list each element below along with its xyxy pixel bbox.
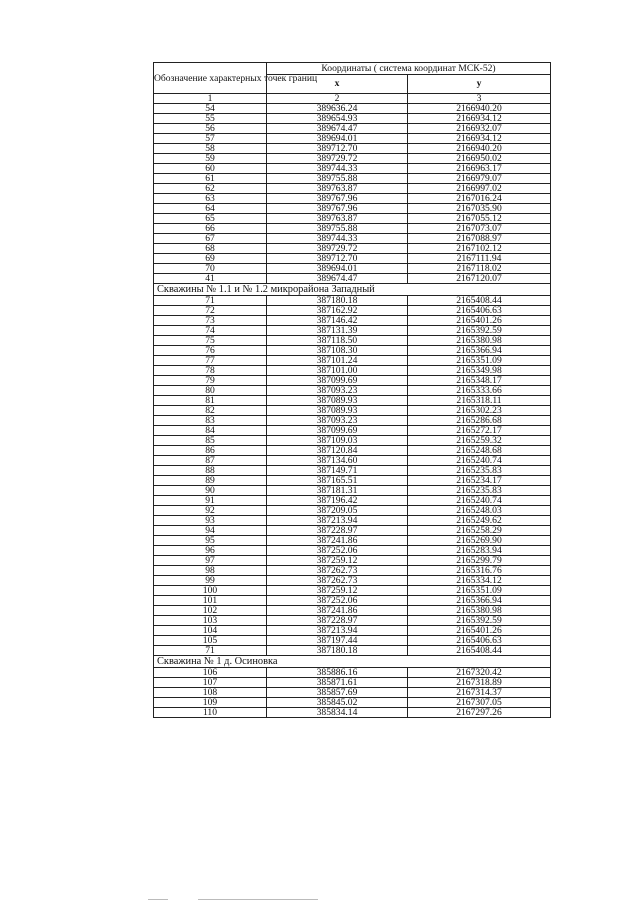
cell-point-number: 95 [154, 536, 267, 546]
table-row [154, 526, 551, 536]
table-row [154, 164, 551, 174]
cell-x: 389636.24 [267, 104, 408, 114]
section-title-row [154, 284, 551, 296]
cell-y: 2166940.20 [408, 104, 551, 114]
cell-x: 387197.44 [267, 636, 408, 646]
table-row [154, 356, 551, 366]
table-row [154, 386, 551, 396]
table-row [154, 406, 551, 416]
cell-y: 2167055.12 [408, 214, 551, 224]
cell-x: 389712.70 [267, 144, 408, 154]
cell-point-number: 89 [154, 476, 267, 486]
cell-y: 2167320.42 [408, 668, 551, 678]
cell-point-number: 71 [154, 646, 267, 656]
cell-point-number: 99 [154, 576, 267, 586]
cell-y: 2167120.07 [408, 274, 551, 284]
cell-x: 387241.86 [267, 606, 408, 616]
header-num-2: 2 [267, 94, 408, 104]
table-row [154, 416, 551, 426]
table-row [154, 486, 551, 496]
cell-y: 2165408.44 [408, 646, 551, 656]
table-row [154, 154, 551, 164]
cell-y: 2165408.44 [408, 296, 551, 306]
cell-y: 2167035.90 [408, 204, 551, 214]
table-row [154, 496, 551, 506]
cell-point-number: 102 [154, 606, 267, 616]
cell-x: 389712.70 [267, 254, 408, 264]
cell-y: 2165349.98 [408, 366, 551, 376]
cell-y: 2165392.59 [408, 616, 551, 626]
table-row [154, 636, 551, 646]
cell-point-number: 83 [154, 416, 267, 426]
table-row [154, 396, 551, 406]
cell-x: 387209.05 [267, 506, 408, 516]
cell-point-number: 69 [154, 254, 267, 264]
coordinates-table-sheet [153, 62, 550, 718]
cell-point-number: 97 [154, 556, 267, 566]
cell-x: 387180.18 [267, 646, 408, 656]
cell-point-number: 70 [154, 264, 267, 274]
cell-point-number: 54 [154, 104, 267, 114]
cell-y: 2166932.07 [408, 124, 551, 134]
cell-y: 2165283.94 [408, 546, 551, 556]
header-x: x [267, 75, 408, 94]
table-row [154, 668, 551, 678]
cell-point-number: 79 [154, 376, 267, 386]
table-row [154, 708, 551, 718]
cell-point-number: 105 [154, 636, 267, 646]
table-row [154, 516, 551, 526]
cell-y: 2165380.98 [408, 606, 551, 616]
cell-x: 387259.12 [267, 586, 408, 596]
table-row [154, 234, 551, 244]
cell-y: 2166940.20 [408, 144, 551, 154]
table-row [154, 546, 551, 556]
cell-point-number: 66 [154, 224, 267, 234]
table-row [154, 336, 551, 346]
cell-point-number: 82 [154, 406, 267, 416]
cell-point-number: 76 [154, 346, 267, 356]
cell-y: 2166963.17 [408, 164, 551, 174]
cell-y: 2165234.17 [408, 476, 551, 486]
cell-x: 387099.69 [267, 426, 408, 436]
cell-y: 2165380.98 [408, 336, 551, 346]
cell-x: 389729.72 [267, 154, 408, 164]
cell-x: 387120.84 [267, 446, 408, 456]
table-row [154, 376, 551, 386]
cell-y: 2165401.26 [408, 626, 551, 636]
table-row [154, 626, 551, 636]
table-row [154, 224, 551, 234]
table-row [154, 446, 551, 456]
cell-x: 387181.31 [267, 486, 408, 496]
table-row [154, 476, 551, 486]
footer-mark-right [198, 899, 318, 900]
cell-point-number: 92 [154, 506, 267, 516]
cell-y: 2166979.07 [408, 174, 551, 184]
table-row [154, 316, 551, 326]
table-row [154, 104, 551, 114]
cell-y: 2166934.12 [408, 134, 551, 144]
cell-point-number: 55 [154, 114, 267, 124]
cell-point-number: 72 [154, 306, 267, 316]
cell-y: 2165392.59 [408, 326, 551, 336]
cell-x: 389744.33 [267, 164, 408, 174]
table-row [154, 506, 551, 516]
cell-x: 389755.88 [267, 224, 408, 234]
cell-x: 389767.96 [267, 204, 408, 214]
table-row [154, 536, 551, 546]
table-row [154, 576, 551, 586]
cell-point-number: 57 [154, 134, 267, 144]
cell-y: 2165235.83 [408, 486, 551, 496]
cell-x: 385886.16 [267, 668, 408, 678]
table-row [154, 214, 551, 224]
table-row [154, 274, 551, 284]
cell-point-number: 108 [154, 688, 267, 698]
cell-y: 2165351.09 [408, 586, 551, 596]
cell-y: 2165316.76 [408, 566, 551, 576]
cell-x: 389763.87 [267, 184, 408, 194]
cell-x: 387162.92 [267, 306, 408, 316]
cell-x: 385871.61 [267, 678, 408, 688]
cell-y: 2165348.17 [408, 376, 551, 386]
cell-point-number: 104 [154, 626, 267, 636]
cell-y: 2167314.37 [408, 688, 551, 698]
cell-y: 2167307.05 [408, 698, 551, 708]
cell-point-number: 98 [154, 566, 267, 576]
cell-y: 2167016.24 [408, 194, 551, 204]
cell-point-number: 94 [154, 526, 267, 536]
cell-y: 2165286.68 [408, 416, 551, 426]
table-row [154, 466, 551, 476]
cell-x: 387131.39 [267, 326, 408, 336]
cell-point-number: 61 [154, 174, 267, 184]
cell-y: 2166934.12 [408, 114, 551, 124]
section-title: Скважины № 1.1 и № 1.2 микрорайона Западный [154, 284, 551, 296]
cell-x: 387252.06 [267, 596, 408, 606]
cell-y: 2165240.74 [408, 496, 551, 506]
cell-x: 387262.73 [267, 576, 408, 586]
cell-point-number: 67 [154, 234, 267, 244]
cell-x: 387213.94 [267, 516, 408, 526]
cell-point-number: 86 [154, 446, 267, 456]
cell-y: 2165272.17 [408, 426, 551, 436]
table-row [154, 184, 551, 194]
cell-x: 387180.18 [267, 296, 408, 306]
cell-x: 385834.14 [267, 708, 408, 718]
cell-x: 389694.01 [267, 134, 408, 144]
cell-y: 2165248.68 [408, 446, 551, 456]
header-y: y [408, 75, 551, 94]
cell-y: 2165406.63 [408, 636, 551, 646]
cell-x: 387213.94 [267, 626, 408, 636]
cell-x: 387146.42 [267, 316, 408, 326]
cell-x: 387093.23 [267, 416, 408, 426]
cell-y: 2166997.02 [408, 184, 551, 194]
cell-point-number: 87 [154, 456, 267, 466]
cell-y: 2165302.23 [408, 406, 551, 416]
section-title-row [154, 656, 551, 668]
cell-y: 2167088.97 [408, 234, 551, 244]
cell-x: 387228.97 [267, 616, 408, 626]
cell-point-number: 73 [154, 316, 267, 326]
cell-x: 387118.50 [267, 336, 408, 346]
cell-y: 2165258.29 [408, 526, 551, 536]
table-row [154, 244, 551, 254]
cell-x: 387134.60 [267, 456, 408, 466]
cell-x: 389763.87 [267, 214, 408, 224]
table-row [154, 326, 551, 336]
cell-y: 2165259.32 [408, 436, 551, 446]
cell-x: 389729.72 [267, 244, 408, 254]
cell-x: 387262.73 [267, 566, 408, 576]
cell-point-number: 74 [154, 326, 267, 336]
cell-point-number: 59 [154, 154, 267, 164]
table-row [154, 698, 551, 708]
section-title: Скважина № 1 д. Осиновка [154, 656, 551, 668]
cell-y: 2167111.94 [408, 254, 551, 264]
cell-y: 2167297.26 [408, 708, 551, 718]
cell-x: 387109.03 [267, 436, 408, 446]
cell-y: 2165333.66 [408, 386, 551, 396]
table-row [154, 194, 551, 204]
cell-y: 2167102.12 [408, 244, 551, 254]
cell-point-number: 60 [154, 164, 267, 174]
cell-x: 387241.86 [267, 536, 408, 546]
cell-x: 387228.97 [267, 526, 408, 536]
cell-y: 2165269.90 [408, 536, 551, 546]
table-row [154, 606, 551, 616]
cell-point-number: 81 [154, 396, 267, 406]
cell-point-number: 71 [154, 296, 267, 306]
table-row [154, 586, 551, 596]
cell-point-number: 88 [154, 466, 267, 476]
table-row [154, 296, 551, 306]
table-row [154, 566, 551, 576]
cell-x: 387089.93 [267, 396, 408, 406]
cell-point-number: 84 [154, 426, 267, 436]
cell-y: 2165406.63 [408, 306, 551, 316]
table-row [154, 678, 551, 688]
cell-point-number: 41 [154, 274, 267, 284]
cell-y: 2165248.03 [408, 506, 551, 516]
cell-point-number: 110 [154, 708, 267, 718]
cell-x: 389654.93 [267, 114, 408, 124]
header-num-1: 1 [154, 94, 267, 104]
cell-point-number: 80 [154, 386, 267, 396]
header-point-designation: Обозначение характерных точек границ [154, 63, 267, 94]
header-num-3: 3 [408, 94, 551, 104]
cell-point-number: 68 [154, 244, 267, 254]
cell-x: 387196.42 [267, 496, 408, 506]
cell-y: 2165235.83 [408, 466, 551, 476]
cell-x: 385857.69 [267, 688, 408, 698]
table-row [154, 134, 551, 144]
cell-x: 387101.24 [267, 356, 408, 366]
cell-point-number: 90 [154, 486, 267, 496]
cell-y: 2165351.09 [408, 356, 551, 366]
table-row [154, 436, 551, 446]
table-row [154, 264, 551, 274]
table-row [154, 556, 551, 566]
cell-point-number: 62 [154, 184, 267, 194]
cell-x: 389755.88 [267, 174, 408, 184]
table-row [154, 646, 551, 656]
table-row [154, 366, 551, 376]
table-row [154, 306, 551, 316]
cell-x: 387101.00 [267, 366, 408, 376]
cell-x: 389767.96 [267, 194, 408, 204]
cell-y: 2165334.12 [408, 576, 551, 586]
cell-point-number: 78 [154, 366, 267, 376]
table-row [154, 596, 551, 606]
cell-point-number: 56 [154, 124, 267, 134]
cell-point-number: 101 [154, 596, 267, 606]
cell-point-number: 65 [154, 214, 267, 224]
table-row [154, 174, 551, 184]
cell-point-number: 100 [154, 586, 267, 596]
table-row [154, 616, 551, 626]
cell-x: 387093.23 [267, 386, 408, 396]
cell-x: 387108.30 [267, 346, 408, 356]
cell-point-number: 85 [154, 436, 267, 446]
cell-y: 2167118.02 [408, 264, 551, 274]
cell-y: 2165318.11 [408, 396, 551, 406]
cell-y: 2167318.89 [408, 678, 551, 688]
header-row-1 [154, 63, 551, 75]
cell-point-number: 91 [154, 496, 267, 506]
table-row [154, 124, 551, 134]
table-row [154, 346, 551, 356]
cell-x: 385845.02 [267, 698, 408, 708]
cell-y: 2167073.07 [408, 224, 551, 234]
cell-point-number: 75 [154, 336, 267, 346]
cell-y: 2165249.62 [408, 516, 551, 526]
cell-x: 389694.01 [267, 264, 408, 274]
cell-x: 387259.12 [267, 556, 408, 566]
cell-x: 389674.47 [267, 124, 408, 134]
cell-y: 2165366.94 [408, 596, 551, 606]
header-coordinates-title: Координаты ( система координат МСК-52) [267, 63, 551, 75]
table-row [154, 426, 551, 436]
cell-point-number: 109 [154, 698, 267, 708]
cell-y: 2165299.79 [408, 556, 551, 566]
cell-point-number: 107 [154, 678, 267, 688]
cell-x: 387089.93 [267, 406, 408, 416]
cell-point-number: 63 [154, 194, 267, 204]
cell-point-number: 77 [154, 356, 267, 366]
cell-x: 387165.51 [267, 476, 408, 486]
table-row [154, 254, 551, 264]
cell-x: 389744.33 [267, 234, 408, 244]
cell-point-number: 103 [154, 616, 267, 626]
cell-point-number: 58 [154, 144, 267, 154]
cell-x: 389674.47 [267, 274, 408, 284]
cell-point-number: 93 [154, 516, 267, 526]
table-row [154, 456, 551, 466]
table-row [154, 114, 551, 124]
cell-x: 387099.69 [267, 376, 408, 386]
table-row [154, 204, 551, 214]
table-row [154, 688, 551, 698]
table-row [154, 144, 551, 154]
cell-point-number: 96 [154, 546, 267, 556]
header-numbers-row [154, 94, 551, 104]
cell-y: 2165366.94 [408, 346, 551, 356]
cell-point-number: 64 [154, 204, 267, 214]
cell-point-number: 106 [154, 668, 267, 678]
cell-y: 2165401.26 [408, 316, 551, 326]
footer-mark-left [148, 899, 168, 900]
coordinates-table [153, 62, 551, 718]
cell-y: 2165240.74 [408, 456, 551, 466]
cell-x: 387252.06 [267, 546, 408, 556]
cell-y: 2166950.02 [408, 154, 551, 164]
cell-x: 387149.71 [267, 466, 408, 476]
